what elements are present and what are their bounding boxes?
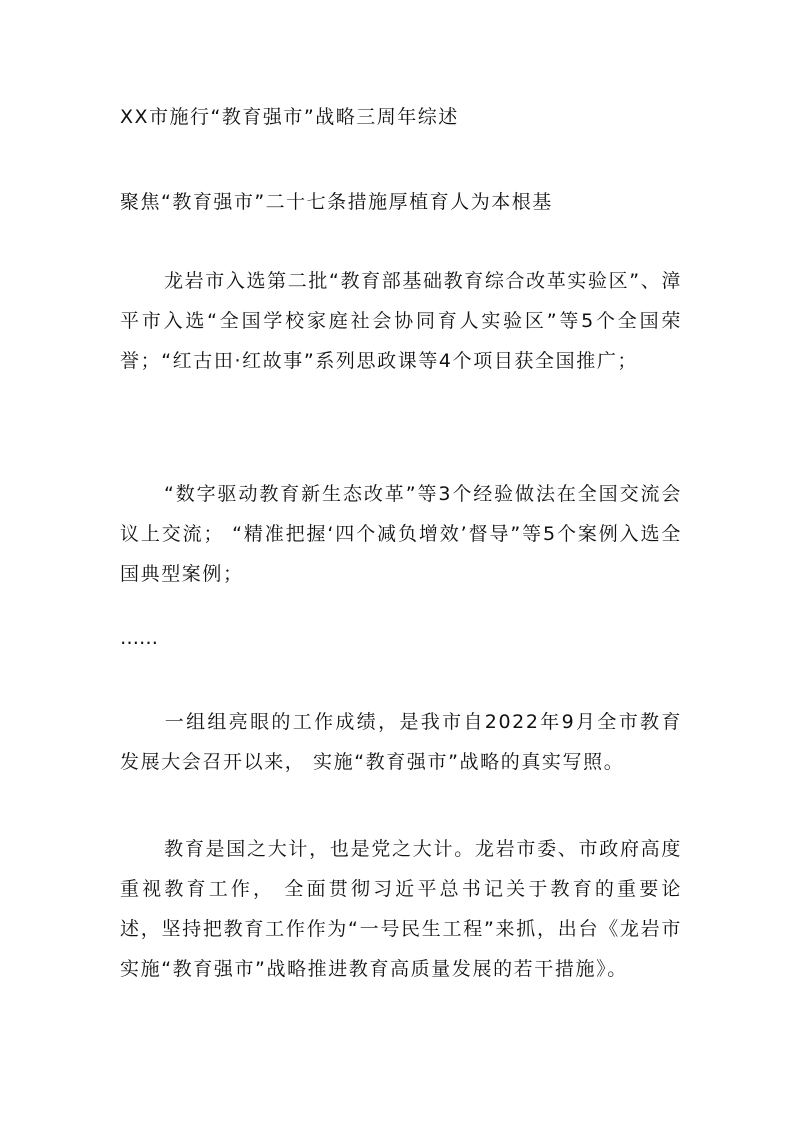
paragraph-honors bbox=[120, 261, 682, 381]
document-subtitle: 聚焦“教育强市”二十七条措施厚植育人为本根基 bbox=[120, 191, 553, 213]
ellipsis-text: …… bbox=[120, 627, 158, 649]
paragraph-text: 教育是国之大计，也是党之大计。龙岩市委、市政府高度重视教育工作， 全面贯彻习近平总书记关于教育的重要论述，坚持把教育工作作为“一号民生工程”来抓，出台《龙岩市实施“教育强市”战略推进教育高质量发展的若干措施》。 bbox=[120, 838, 682, 980]
ellipsis bbox=[120, 618, 682, 658]
paragraph-text: “数字驱动教育新生态改革”等3个经验做法在全国交流会议上交流； “精准把握‘四个减负增效’督导”等5个案例入选全国典型案例； bbox=[120, 483, 682, 585]
paragraph-text: 一组组亮眼的工作成绩，是我市自2022年9月全市教育发展大会召开以来， 实施“教育强市”战略的真实写照。 bbox=[120, 711, 682, 773]
paragraph-policy bbox=[120, 829, 682, 989]
paragraph-exchange bbox=[120, 474, 682, 594]
document-title: XX市施行“教育强市”战略三周年综述 bbox=[120, 106, 459, 128]
paragraph-achievements bbox=[120, 702, 682, 782]
paragraph-text: 龙岩市入选第二批“教育部基础教育综合改革实验区”、漳平市入选“全国学校家庭社会协同育人实验区”等5个全国荣誉；“红古田·红故事”系列思政课等4个项目获全国推广； bbox=[120, 270, 682, 372]
